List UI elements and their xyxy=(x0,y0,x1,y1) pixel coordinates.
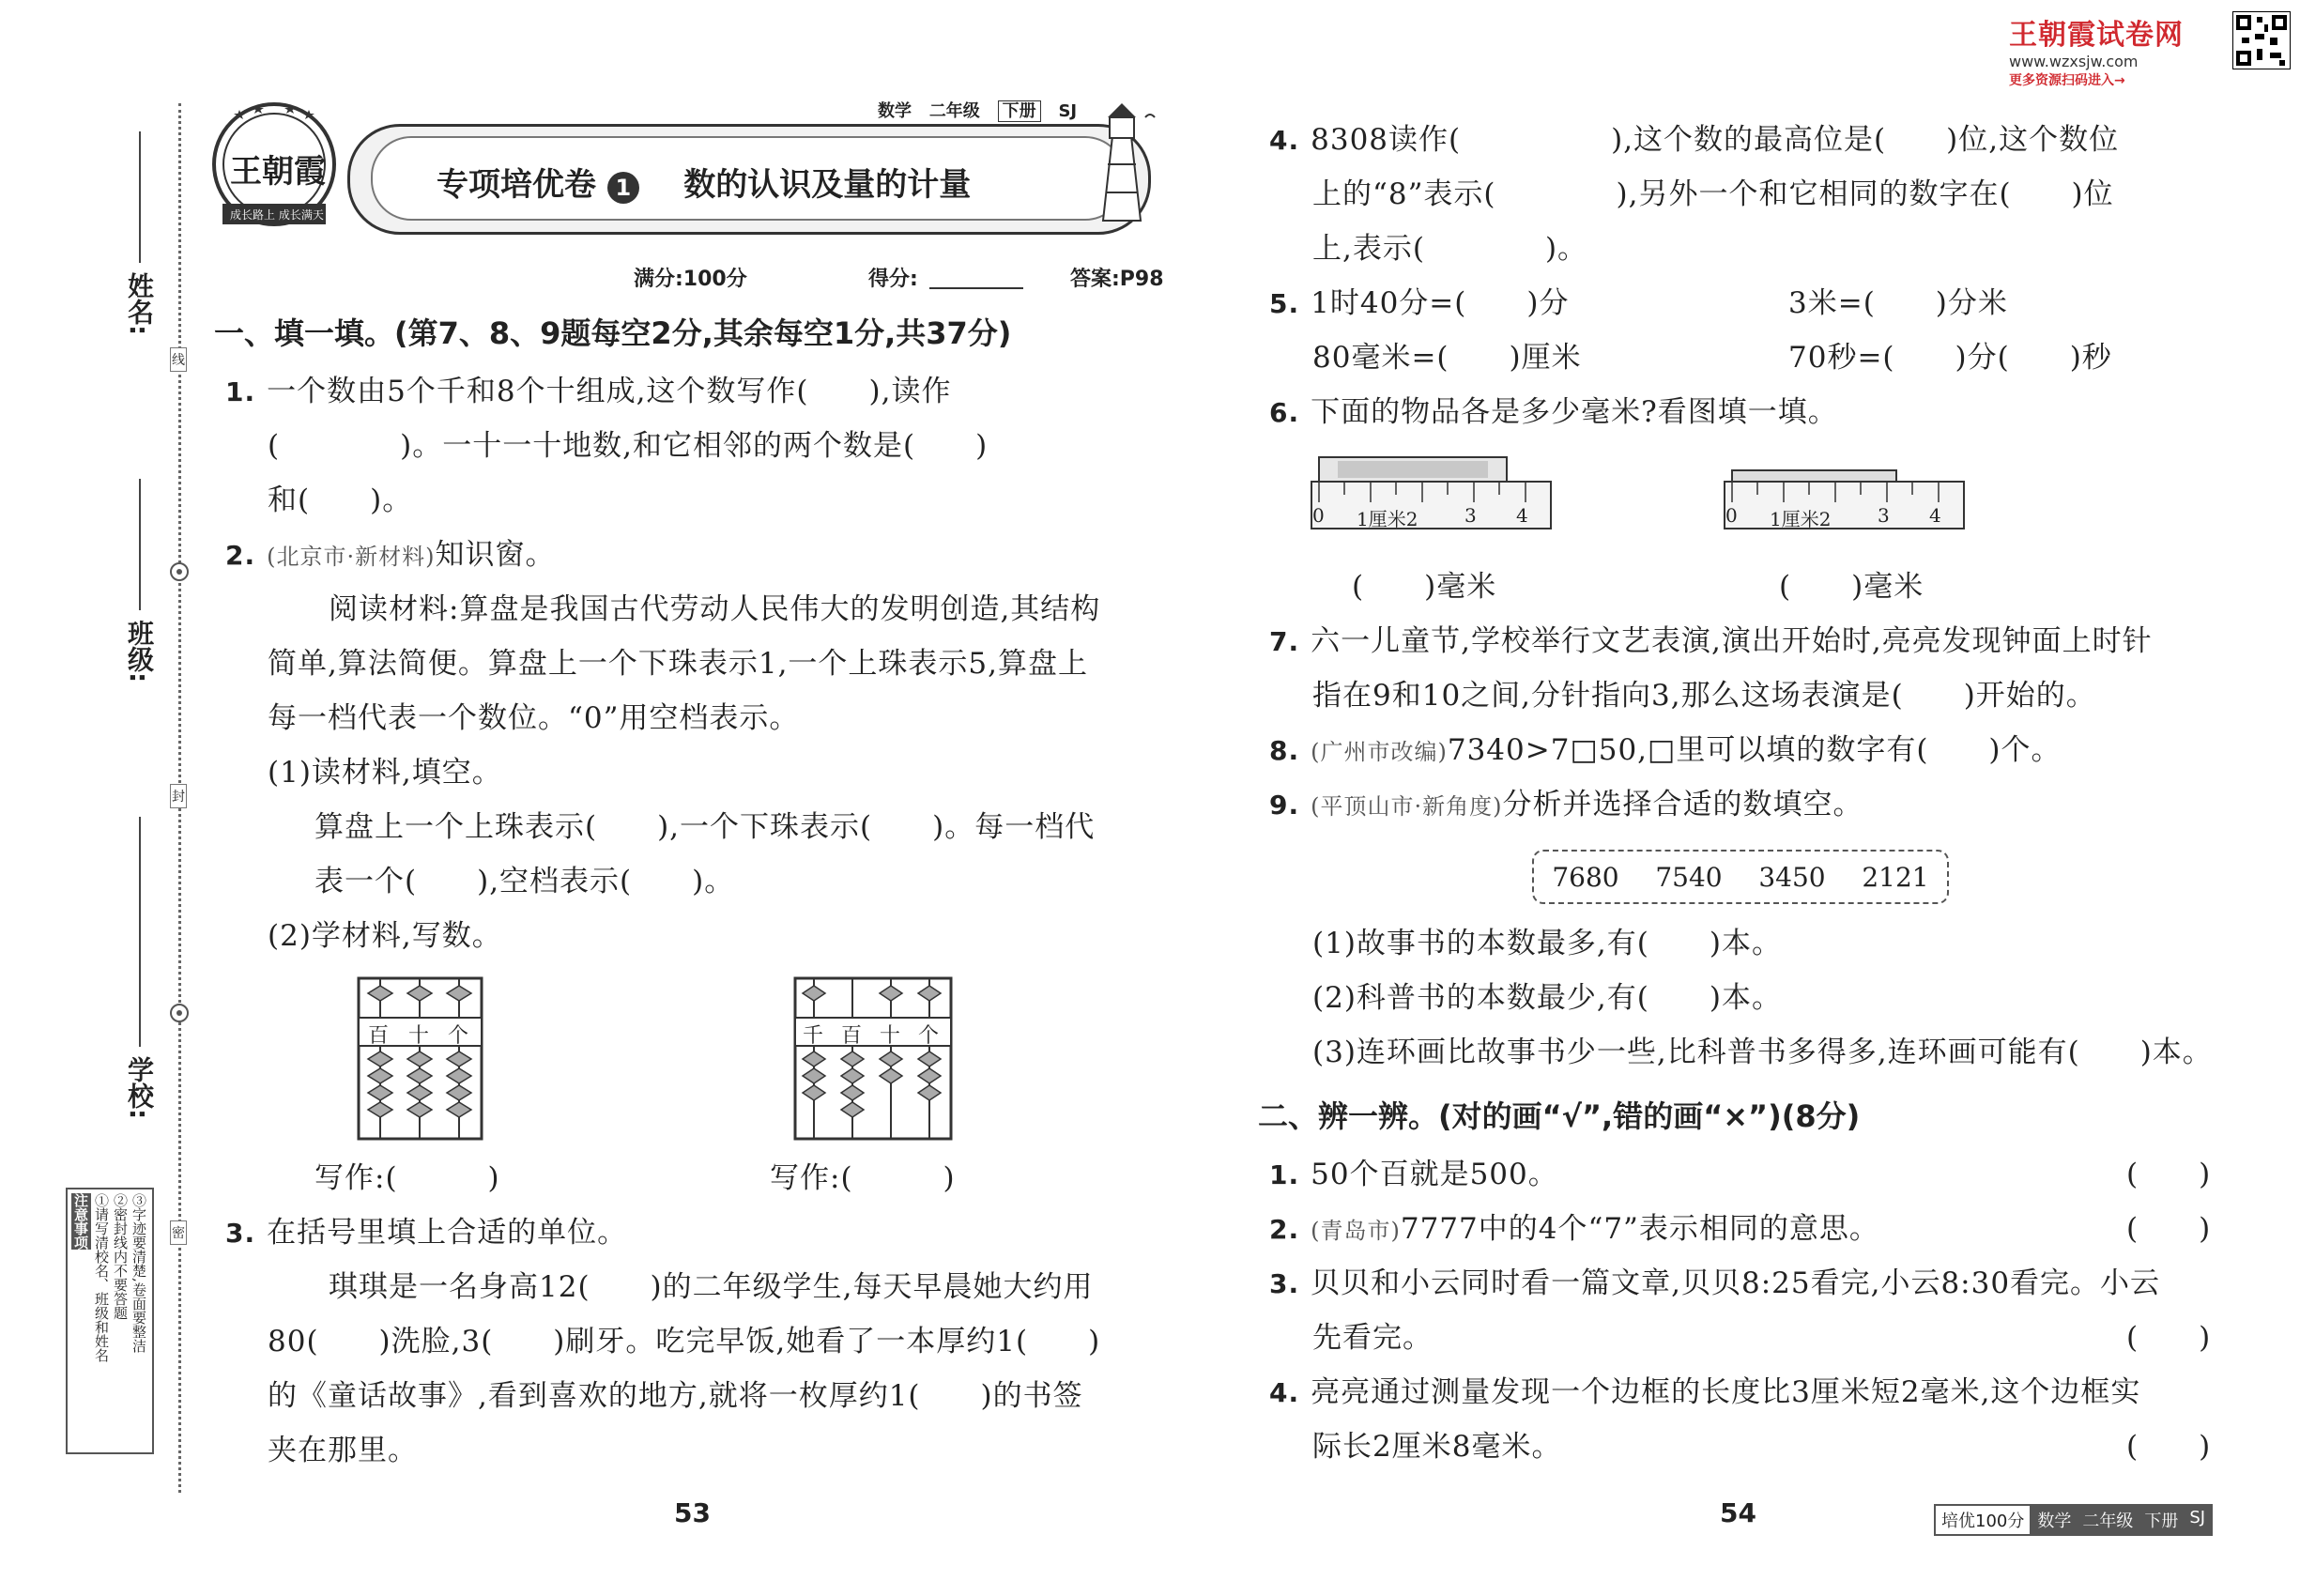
q5-a[interactable]: 1时40分=( )分 xyxy=(1311,286,1570,320)
j2 xyxy=(1269,1202,1879,1258)
q-number: 4. xyxy=(1269,125,1300,156)
q7-line-1: 六一儿童节,学校举行文艺表演,演出开始时,亮亮发现钟面上时针 xyxy=(1311,624,2153,658)
ruler-tick-label: 3 xyxy=(1878,504,1890,527)
q-number: 1. xyxy=(225,376,256,407)
ruler-tick-label: 4 xyxy=(1516,504,1528,527)
header-meta xyxy=(878,98,1077,122)
ruler-tick-label: 0 xyxy=(1312,504,1325,527)
section-2-title: 二、辨一辨。(对的画“√”,错的画“×”)(8分) xyxy=(1258,1098,1861,1134)
j2-text: 7777中的4个“7”表示相同的意思。 xyxy=(1400,1212,1879,1246)
q9-choices xyxy=(1532,850,1949,904)
abacus-label: 千 xyxy=(803,1024,824,1048)
seal-mark-1: 线 xyxy=(170,347,187,372)
q4-line-3[interactable]: 上,表示( )。 xyxy=(1312,232,1588,266)
logo-tag: 成长路上 成长满天 xyxy=(230,208,324,222)
q4-line-2[interactable]: 上的“8”表示( ),另外一个和它相同的数字在( )位 xyxy=(1312,177,2114,211)
choice-number: 3450 xyxy=(1758,861,1826,893)
j4-blank[interactable]: ( ) xyxy=(2126,1430,2212,1464)
q2-source: (北京市·新材料) xyxy=(267,544,436,570)
brand-url[interactable]: www.wzxsjw.com xyxy=(2009,53,2139,70)
q3-line-3[interactable]: 的《童话故事》,看到喜欢的地方,就将一枚厚约1( )的书签 xyxy=(268,1379,1083,1413)
j4-line-1: 亮亮通过测量发现一个边框的长度比3厘米短2毫米,这个边框实 xyxy=(1311,1375,2141,1409)
notice-item: ③字迹要清楚,卷面要整洁 xyxy=(130,1193,147,1353)
ruler-icon xyxy=(1723,455,1971,545)
q1 xyxy=(225,364,951,420)
q1-line-3[interactable]: 和( )。 xyxy=(268,483,413,517)
ruler-2 xyxy=(1723,455,1971,545)
header-grade: 二年级 xyxy=(928,101,980,121)
footer-grade: 二年级 xyxy=(2077,1506,2139,1534)
q8-source: (广州市改编) xyxy=(1311,739,1448,765)
abacus-1-write[interactable]: 写作:( ) xyxy=(314,1161,500,1195)
qr-code-icon[interactable] xyxy=(2232,11,2291,69)
q1-line-2[interactable]: ( )。一十一十地数,和它相邻的两个数是( ) xyxy=(268,429,989,463)
footer-subject: 数学 xyxy=(2032,1506,2077,1534)
j4-line-2: 际长2厘米8毫米。 xyxy=(1312,1430,1562,1464)
abacus-frame-icon xyxy=(793,976,953,1141)
j3-line-2: 先看完。 xyxy=(1312,1321,1433,1355)
j1 xyxy=(1269,1147,1558,1203)
brand-name: 王朝霞试卷网 xyxy=(2009,19,2184,52)
q3 xyxy=(225,1205,627,1261)
footer-term: 下册 xyxy=(2139,1506,2184,1534)
q2-para-1: 阅读材料:算盘是我国古代劳动人民伟大的发明创造,其结构 xyxy=(329,592,1101,626)
q-number: 3. xyxy=(1269,1268,1300,1299)
ruler-tick-label: 3 xyxy=(1464,504,1477,527)
header-subject: 数学 xyxy=(878,101,912,121)
j1-text: 50个百就是500。 xyxy=(1311,1158,1558,1191)
logo-title: 王朝霞 xyxy=(230,153,326,191)
title-text: 专项培优卷 xyxy=(437,166,596,204)
q2-sub-2: (2)学材料,写数。 xyxy=(268,919,502,953)
side-class-label: 班级: xyxy=(124,620,155,683)
notice-item: ①请写清校名、班级和姓名 xyxy=(93,1193,110,1362)
seal-mark-3: 密 xyxy=(170,1220,187,1245)
q-number: 2. xyxy=(225,540,256,571)
ruler-icon xyxy=(1310,455,1558,545)
abacus-2 xyxy=(793,976,953,1141)
abacus-1 xyxy=(357,976,483,1141)
q8 xyxy=(1269,723,2062,779)
choice-number: 7680 xyxy=(1552,861,1619,893)
seal-mark-2: 封 xyxy=(170,784,187,808)
q6-answer-1[interactable]: ( )毫米 xyxy=(1352,570,1497,604)
school-line[interactable] xyxy=(139,817,141,1047)
title-banner xyxy=(347,124,1151,235)
q6-answer-2[interactable]: ( )毫米 xyxy=(1779,570,1924,604)
j3 xyxy=(1269,1256,2160,1312)
q-number: 6. xyxy=(1269,397,1300,428)
seal-circle-icon xyxy=(169,1003,190,1023)
q-number: 1. xyxy=(1269,1159,1300,1190)
title-label xyxy=(437,159,971,205)
j4 xyxy=(1269,1365,2140,1420)
side-school-label: 学校: xyxy=(124,1056,155,1120)
title-number: 1 xyxy=(607,172,639,204)
q1-line-1[interactable]: 一个数由5个千和8个十组成,这个数写作( ),读作 xyxy=(267,375,952,408)
q5-b[interactable]: 3米=( )分米 xyxy=(1788,286,2008,320)
ruler-tick-label: 4 xyxy=(1929,504,1941,527)
notice-box xyxy=(66,1188,154,1454)
abacus-label: 个 xyxy=(448,1024,469,1048)
seal-circle-icon xyxy=(169,561,190,582)
ruler-tick-label: 1厘米2 xyxy=(1770,508,1832,530)
q-number: 7. xyxy=(1269,626,1300,657)
q-number: 5. xyxy=(1269,288,1300,319)
q-number: 9. xyxy=(1269,790,1300,821)
q6 xyxy=(1269,385,1838,440)
q8-text[interactable]: 7340>7□50,□里可以填的数字有( )个。 xyxy=(1447,733,2062,767)
abacus-label: 百 xyxy=(841,1024,863,1048)
q2-title: 知识窗。 xyxy=(435,538,556,572)
lighthouse-icon xyxy=(1080,99,1164,230)
j3-blank[interactable]: ( ) xyxy=(2126,1321,2212,1355)
full-score: 满分:100分 xyxy=(634,268,747,291)
title-subtitle: 数的认识及量的计量 xyxy=(683,166,972,204)
abacus-2-write[interactable]: 写作:( ) xyxy=(770,1161,956,1195)
ruler-tick-label: 1厘米2 xyxy=(1357,508,1418,530)
j3-line-1: 贝贝和小云同时看一篇文章,贝贝8:25看完,小云8:30看完。小云 xyxy=(1311,1266,2161,1300)
q3-line-2[interactable]: 80( )洗脸,3( )刷牙。吃完早饭,她看了一本厚约1( ) xyxy=(268,1325,1101,1358)
abacus-frame-icon xyxy=(357,976,483,1141)
q-number: 3. xyxy=(225,1218,256,1249)
q-number: 4. xyxy=(1269,1377,1300,1408)
q2-sub-1: (1)读材料,填空。 xyxy=(268,756,502,790)
q9-sub-1[interactable]: (1)故事书的本数最多,有( )本。 xyxy=(1312,927,1782,960)
side-name-label: 姓名: xyxy=(124,272,155,336)
q3-title: 在括号里填上合适的单位。 xyxy=(267,1216,628,1250)
logo xyxy=(202,99,347,230)
abacus-label: 个 xyxy=(918,1024,940,1048)
q4-line-1[interactable]: 8308读作( ),这个数的最高位是( )位,这个数位 xyxy=(1311,123,2120,157)
notice-item: ②密封线内不要答题 xyxy=(112,1193,129,1320)
class-line[interactable] xyxy=(139,479,141,610)
choice-number: 2121 xyxy=(1862,861,1929,893)
ruler-tick-label: 0 xyxy=(1725,504,1738,527)
q2 xyxy=(225,528,555,584)
score-input[interactable] xyxy=(929,287,1023,289)
q9-sub-2[interactable]: (2)科普书的本数最少,有( )本。 xyxy=(1312,981,1782,1015)
q3-line-4: 夹在那里。 xyxy=(268,1434,418,1467)
footer-edition: SJ xyxy=(2184,1506,2211,1534)
q5-d[interactable]: 70秒=( )分( )秒 xyxy=(1788,341,2112,375)
q-number: 8. xyxy=(1269,735,1300,766)
brand-block xyxy=(2009,11,2225,89)
score-label: 得分: xyxy=(868,268,918,291)
q-number: 2. xyxy=(1269,1214,1300,1245)
q4 xyxy=(1269,113,2119,168)
j2-source: (青岛市) xyxy=(1311,1218,1401,1244)
q7 xyxy=(1269,614,2153,669)
q9-text: 分析并选择合适的数填空。 xyxy=(1502,788,1863,821)
q2-sub-1-line-2[interactable]: 表一个( ),空档表示( )。 xyxy=(314,865,735,898)
header-term: 下册 xyxy=(998,100,1041,122)
q9 xyxy=(1269,777,1863,834)
footer-tag xyxy=(1934,1504,2213,1536)
q2-sub-1-line-1[interactable]: 算盘上一个上珠表示( ),一个下珠表示( )。每一档代 xyxy=(314,810,1096,844)
q5-c[interactable]: 80毫米=( )厘米 xyxy=(1312,341,1582,375)
q7-line-2[interactable]: 指在9和10之间,分针指向3,那么这场表演是( )开始的。 xyxy=(1312,679,2096,713)
q5 xyxy=(1269,276,1569,331)
ruler-1 xyxy=(1310,455,1558,545)
abacus-label: 百 xyxy=(368,1024,390,1048)
j1-blank[interactable]: ( ) xyxy=(2126,1158,2212,1191)
brand-slogan: 更多资源扫码进入→ xyxy=(2009,73,2125,88)
answer-ref: 答案:P98 xyxy=(1070,268,1164,291)
name-line[interactable] xyxy=(139,131,141,263)
q9-sub-3[interactable]: (3)连环画比故事书少一些,比科普书多得多,连环画可能有( )本。 xyxy=(1312,1036,2213,1069)
j2-blank[interactable]: ( ) xyxy=(2126,1212,2212,1246)
q6-title: 下面的物品各是多少毫米?看图填一填。 xyxy=(1311,395,1838,429)
page-number-right: 54 xyxy=(1720,1497,1756,1528)
q3-line-1[interactable]: 琪琪是一名身高12( )的二年级学生,每天早晨她大约用 xyxy=(329,1270,1094,1304)
abacus-label: 十 xyxy=(408,1024,430,1048)
section-1-title: 一、填一填。(第7、8、9题每空2分,其余每空1分,共37分) xyxy=(214,315,1012,351)
notice-title: 注意事项 xyxy=(72,1193,89,1250)
page-number-left: 53 xyxy=(674,1497,711,1528)
q2-para-3: 每一档代表一个数位。“0”用空档表示。 xyxy=(268,701,800,735)
q2-para-2: 简单,算法简便。算盘上一个下珠表示1,一个上珠表示5,算盘上 xyxy=(268,647,1089,681)
q9-source: (平顶山市·新角度) xyxy=(1311,793,1503,820)
footer-series: 培优100分 xyxy=(1936,1506,2032,1534)
header-edition: SJ xyxy=(1058,101,1078,121)
choice-number: 7540 xyxy=(1655,861,1723,893)
abacus-label: 十 xyxy=(880,1024,901,1048)
